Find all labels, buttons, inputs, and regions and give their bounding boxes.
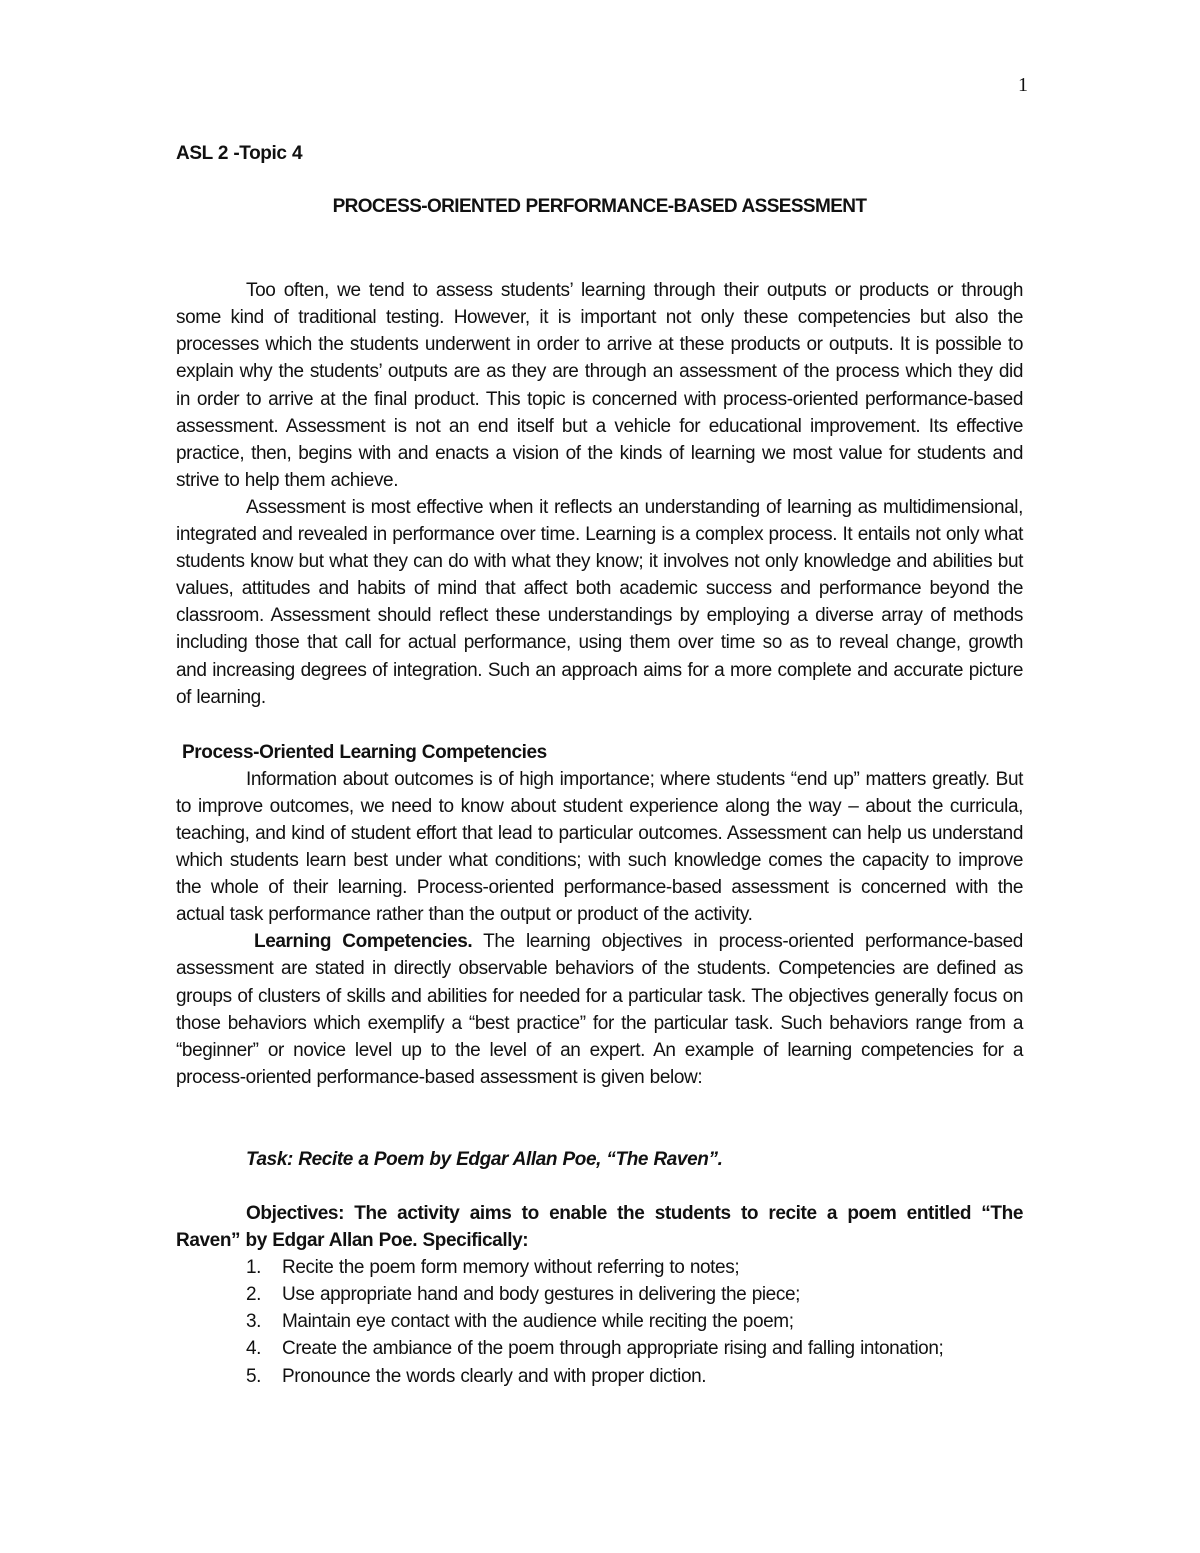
list-item: [176, 1363, 1023, 1390]
list-item-text: Create the ambiance of the poem through appropriate rising and falling intonation;: [282, 1338, 944, 1360]
intro-paragraph-1: Too often, we tend to assess students’ learning through their outputs or products or through some kind of traditional testing. However, it is important not only these competencies but also the processes which the students underwent in order to arrive at these products or outputs. It is possible to explain why the students’ outputs are as they are through an assessment of the process which they did in order to arrive at the final product. This topic is concerned with process-oriented performance-based assessment. Assessment is not an end itself but a vehicle for educational improvement. Its effective practice, then, begins with and enacts a vision of the kinds of learning we most value for students and strive to help them achieve.: [176, 280, 1023, 491]
section-heading: Process-Oriented Learning Competencies: [182, 741, 547, 763]
competencies-paragraph: [176, 928, 1023, 1091]
list-item: [176, 1254, 1023, 1281]
intro-paragraph-2: Assessment is most effective when it reflects an understanding of learning as multidimensional, integrated and revealed in performance over time. Learning is a complex process. It entails not only what students know but what they can do with what they know; it involves not only knowledge and abilities but values, attitudes and habits of mind that affect both academic success and performance beyond the classroom. Assessment should reflect these understandings by employing a diverse array of methods including those that call for actual performance, using them over time so as to reveal change, growth and increasing degrees of integration. Such an approach aims for a more complete and accurate picture of learning.: [176, 496, 1023, 708]
list-item: [176, 1335, 1023, 1362]
list-item-text: Use appropriate hand and body gestures in delivering the piece;: [282, 1284, 800, 1306]
topic-label: ASL 2 -Topic 4: [176, 143, 303, 164]
list-item: [176, 1308, 1023, 1335]
list-item-number: 5.: [246, 1365, 262, 1387]
page-number: 1: [1018, 74, 1028, 96]
competencies-text: The learning objectives in process-oriented performance-based assessment are stated in directly observable behaviors of the students. Competencies are defined as groups of clusters of skills and abilities for needed for a particular task. The objectives generally focus on those behaviors which exemplify a “best practice” for the particular task. Such behaviors range from a “beginner” or novice level up to the level of an expert. An example of learning competencies for a process-oriented performance-based assessment is given below:: [176, 931, 1023, 1088]
list-item-number: 1.: [246, 1257, 262, 1279]
list-item-number: 4.: [246, 1338, 262, 1360]
competencies-label: Learning Competencies.: [254, 931, 473, 953]
document-title: PROCESS-ORIENTED PERFORMANCE-BASED ASSESSMENT: [332, 196, 867, 218]
list-item: [176, 1281, 1023, 1308]
document-body: [176, 140, 1023, 1390]
list-item-text: Maintain eye contact with the audience while reciting the poem;: [282, 1311, 794, 1333]
list-item-number: 3.: [246, 1311, 262, 1333]
objectives-intro: Objectives: The activity aims to enable the students to recite a poem entitled “The Raven” by Edgar Allan Poe. Specifically:: [176, 1203, 1023, 1252]
list-item-text: Recite the poem form memory without referring to notes;: [282, 1257, 740, 1279]
list-item-text: Pronounce the words clearly and with proper diction.: [282, 1365, 707, 1387]
section-paragraph-1: Information about outcomes is of high importance; where students “end up” matters greatly. But to improve outcomes, we need to know about student experience along the way – about the curricula, teaching, and kind of student effort that lead to particular outcomes. Assessment can help us understand which students learn best under what conditions; with such knowledge comes the capacity to improve the whole of their learning. Process-oriented performance-based assessment is concerned with the actual task performance rather than the output or product of the activity.: [176, 768, 1023, 926]
list-item-number: 2.: [246, 1284, 262, 1306]
objectives-list: [176, 1254, 1023, 1389]
task-statement: Task: Recite a Poem by Edgar Allan Poe, “The Raven”.: [246, 1148, 723, 1170]
